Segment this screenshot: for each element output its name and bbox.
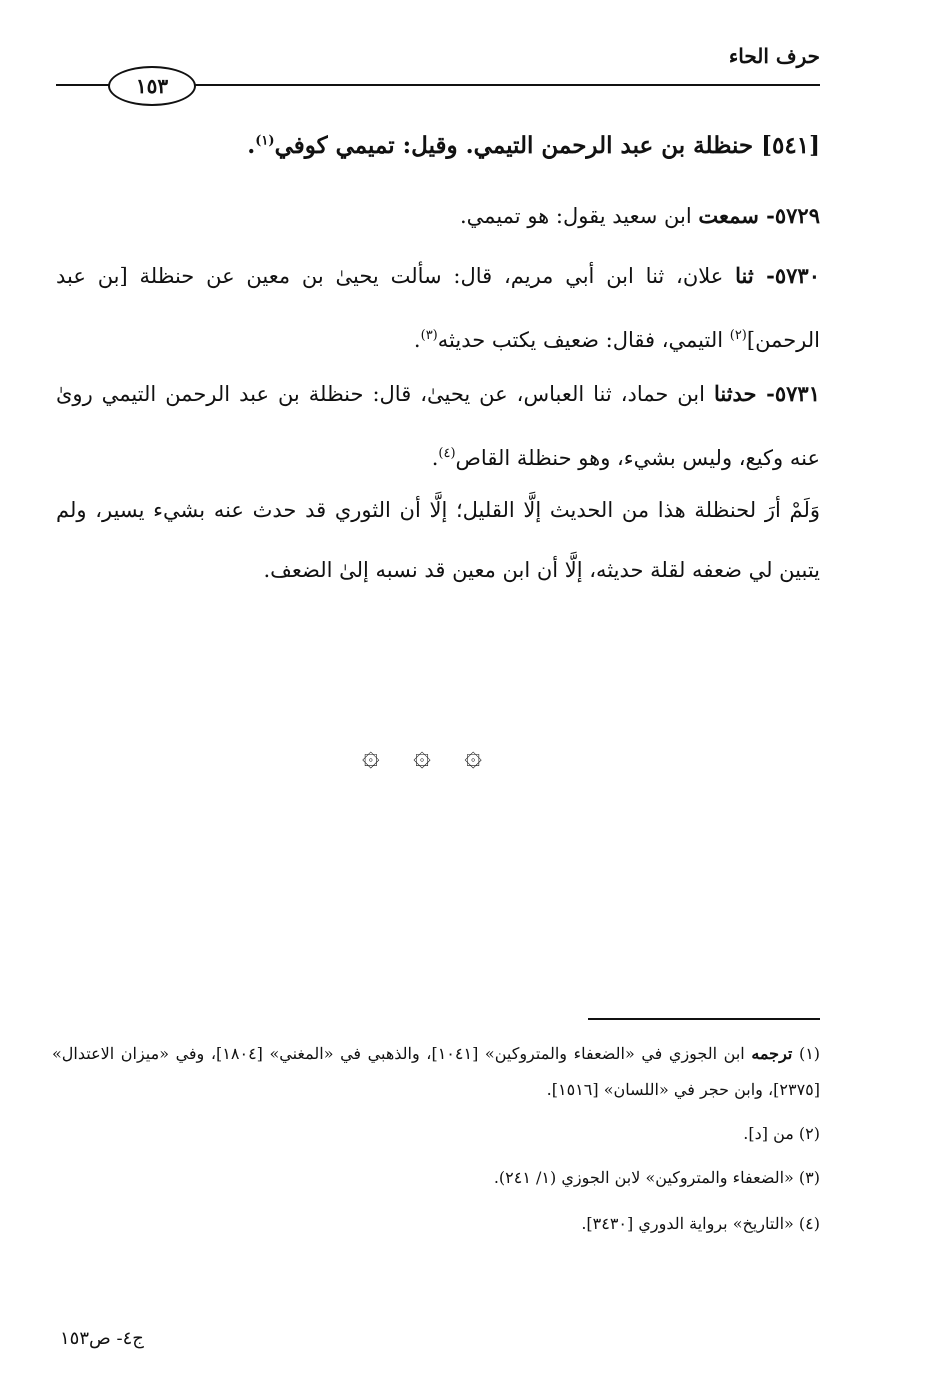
footnote-text: «التاريخ» برواية الدوري [٣٤٣٠]. [581, 1214, 794, 1233]
footnote-ref: (٤) [438, 446, 456, 461]
footnote-rule [588, 1018, 820, 1020]
footnote-keyword: ترجمه [751, 1044, 793, 1063]
author-comment-text: وَلَمْ أرَ لحنظلة هذا من الحديث إلَّا القليل؛ إلَّا أن الثوري قد حدث عنه بشيء يسير، ولم يتبين لي ضعفه لقلة حديثه، إلَّا أن ابن معين قد نسبه إلىٰ الضعف. [56, 498, 820, 582]
ornament-glyph: ۞ [362, 738, 380, 773]
footnote-ref: (٢) [729, 328, 747, 343]
entry-heading-end: . [247, 132, 256, 159]
narration-text: ابن سعيد يقول: هو تميمي. [460, 204, 692, 228]
footnote-4 [581, 1206, 820, 1242]
narration-end: . [431, 446, 439, 470]
footnote-ref: (٣) [420, 328, 438, 343]
footnote-text: من [د]. [743, 1124, 794, 1143]
footnote-text: ابن الجوزي في «الضعفاء والمتروكين» [١٠٤١]، والذهبي في «المغني» [١٨٠٤]، وفي «ميزان الاعتدال» [٢٣٧٥]، وابن حجر في «اللسان» [١٥١٦]. [52, 1044, 820, 1099]
narration-end: . [413, 328, 421, 352]
page-reference: ج٤- ص١٥٣ [60, 1328, 144, 1349]
narration-text: علان، ثنا ابن أبي مريم، قال: سألت يحيىٰ بن معين عن حنظلة [بن عبد الرحمن] [56, 264, 820, 352]
footnote-2 [743, 1116, 820, 1152]
narration-number: ٥٧٣٠- ثنا [735, 263, 820, 288]
footnote-number: (٣) [798, 1168, 820, 1187]
ornament-glyph: ۞ [413, 738, 431, 773]
footnote-1 [52, 1036, 820, 1108]
narration-5731 [56, 364, 820, 488]
page-number-badge: ١٥٣ [108, 66, 196, 106]
narration-text: ابن حماد، ثنا العباس، عن يحيىٰ، قال: حنظلة بن عبد الرحمن التيمي روىٰ عنه وكيع، وليس بشيء، وهو حنظلة القاص [56, 382, 820, 470]
running-title: حرف الحاء [728, 44, 820, 68]
author-comment [56, 480, 820, 600]
footnote-text: «الضعفاء والمتروكين» لابن الجوزي (١/ ٢٤١). [493, 1168, 794, 1187]
narration-5729 [290, 186, 820, 246]
entry-heading [60, 132, 820, 159]
narration-text-cont: التيمي، فقال: ضعيف يكتب حديثه [437, 328, 730, 352]
narration-number: ٥٧٣١- حدثنا [713, 381, 820, 406]
section-ornament [362, 738, 482, 773]
footnote-number: (٢) [798, 1124, 820, 1143]
ornament-glyph: ۞ [464, 738, 482, 773]
narration-5730 [56, 246, 820, 370]
footnote-3 [494, 1160, 820, 1196]
entry-heading-text: [٥٤١] حنظلة بن عبد الرحمن التيمي. وقيل: تميمي كوفي [274, 132, 820, 159]
narration-number: ٥٧٢٩- سمعت [698, 203, 820, 228]
footnote-number: (١) [798, 1044, 821, 1063]
footnote-ref: (١) [255, 133, 275, 149]
footnote-number: (٤) [798, 1214, 820, 1233]
